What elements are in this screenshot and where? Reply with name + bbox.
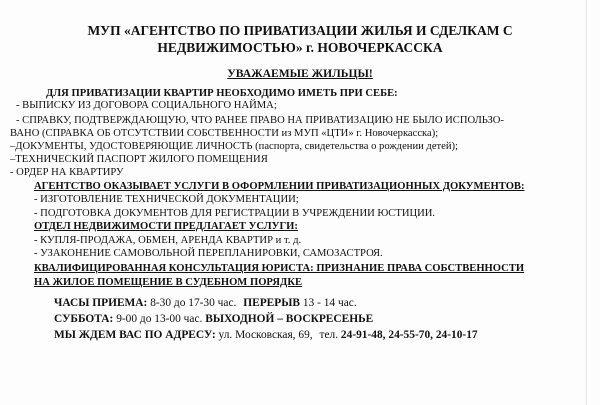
address-label: МЫ ЖДЕМ ВАС ПО АДРЕСУ: (54, 329, 216, 341)
saturday-label: СУББОТА: (54, 313, 114, 325)
greeting-heading: УВАЖАЕМЫЕ ЖИЛЬЦЫ! (227, 67, 373, 80)
address-row (54, 330, 478, 341)
realty-heading: ОТДЕЛ НЕДВИЖИМОСТИ ПРЕДЛАГАЕТ УСЛУГИ: (34, 221, 298, 232)
scan-edge (586, 0, 587, 405)
lawyer-line-2: НА ЖИЛОЕ ПОМЕЩЕНИЕ В СУДЕБНОМ ПОРЯДКЕ (34, 277, 303, 288)
lawyer-line-1: КВАЛИФИЦИРОВАННАЯ КОНСУЛЬТАЦИЯ ЮРИСТА: ПРИЗНАНИЕ ПРАВА СОБСТВЕННОСТИ (34, 263, 525, 274)
dayoff-label: ВЫХОДНОЙ – ВОСКРЕСЕНЬЕ (205, 313, 374, 325)
privatization-item: - ВЫПИСКУ ИЗ ДОГОВОРА СОЦИАЛЬНОГО НАЙМА; (16, 100, 277, 111)
privatization-item: - СПРАВКУ, ПОДТВЕРЖДАЮЩУЮ, ЧТО РАНЕЕ ПРАВО НА ПРИВАТИЗАЦИЮ НЕ БЫЛО ИСПОЛЬЗО- (16, 115, 504, 126)
saturday-row (54, 314, 373, 325)
services-item: - ИЗГОТОВЛЕНИЕ ТЕХНИЧЕСКОЙ ДОКУМЕНТАЦИИ; (34, 194, 299, 205)
privatization-item: –ТЕХНИЧЕСКИЙ ПАСПОРТ ЖИЛОГО ПОМЕЩЕНИЯ (10, 154, 268, 165)
title-line-1: МУП «АГЕНТСТВО ПО ПРИВАТИЗАЦИИ ЖИЛЬЯ И СДЕЛКАМ С (87, 23, 513, 38)
privatization-item: ВАНО (СПРАВКА ОБ ОТСУТСТВИИ СОБСТВЕННОСТИ из МУП «ЦТИ» г. Новочеркасска); (10, 128, 439, 139)
hours-label: ЧАСЫ ПРИЕМА: (54, 297, 148, 309)
realty-item: - КУПЛЯ-ПРОДАЖА, ОБМЕН, АРЕНДА КВАРТИР и т. д. (34, 235, 302, 246)
privatization-item: - ОРДЕР НА КВАРТИРУ (10, 167, 124, 178)
services-item: - ПОДГОТОВКА ДОКУМЕНТОВ ДЛЯ РЕГИСТРАЦИИ В УЧРЕЖДЕНИИ ЮСТИЦИИ. (34, 208, 436, 219)
realty-item: - УЗАКОНЕНИЕ САМОВОЛЬНОЙ ПЕРЕПЛАНИРОВКИ, САМОЗАСТРОЯ. (34, 248, 383, 259)
privatization-item: –ДОКУМЕНТЫ, УДОСТОВЕРЯЮЩИЕ ЛИЧНОСТЬ (паспорта, свидетельства о рождении детей); (10, 141, 458, 152)
phone-numbers: 24-91-48, 24-55-70, 24-10-17 (340, 329, 478, 341)
address-prefix: ул. (218, 329, 233, 341)
break-label: ПЕРЕРЫВ (243, 297, 300, 309)
break-value: 13 - 14 час. (302, 297, 357, 309)
hours-value: 8-30 до 17-30 час. (150, 297, 237, 309)
phone-label: тел. (319, 329, 339, 341)
saturday-value: 9-00 до 13-00 час. (116, 313, 203, 325)
title-line-2: НЕДВИЖИМОСТЬЮ» г. НОВОЧЕРКАССКА (157, 40, 443, 55)
services-heading: АГЕНТСТВО ОКАЗЫВАЕТ УСЛУГИ В ОФОРМЛЕНИИ ПРИВАТИЗАЦИОННЫХ ДОКУМЕНТОВ: (34, 181, 525, 192)
address-street: Московская, 69, (235, 329, 313, 341)
hours-row (54, 298, 357, 309)
privatization-heading: ДЛЯ ПРИВАТИЗАЦИИ КВАРТИР НЕОБХОДИМО ИМЕТЬ ПРИ СЕБЕ: (46, 88, 398, 99)
